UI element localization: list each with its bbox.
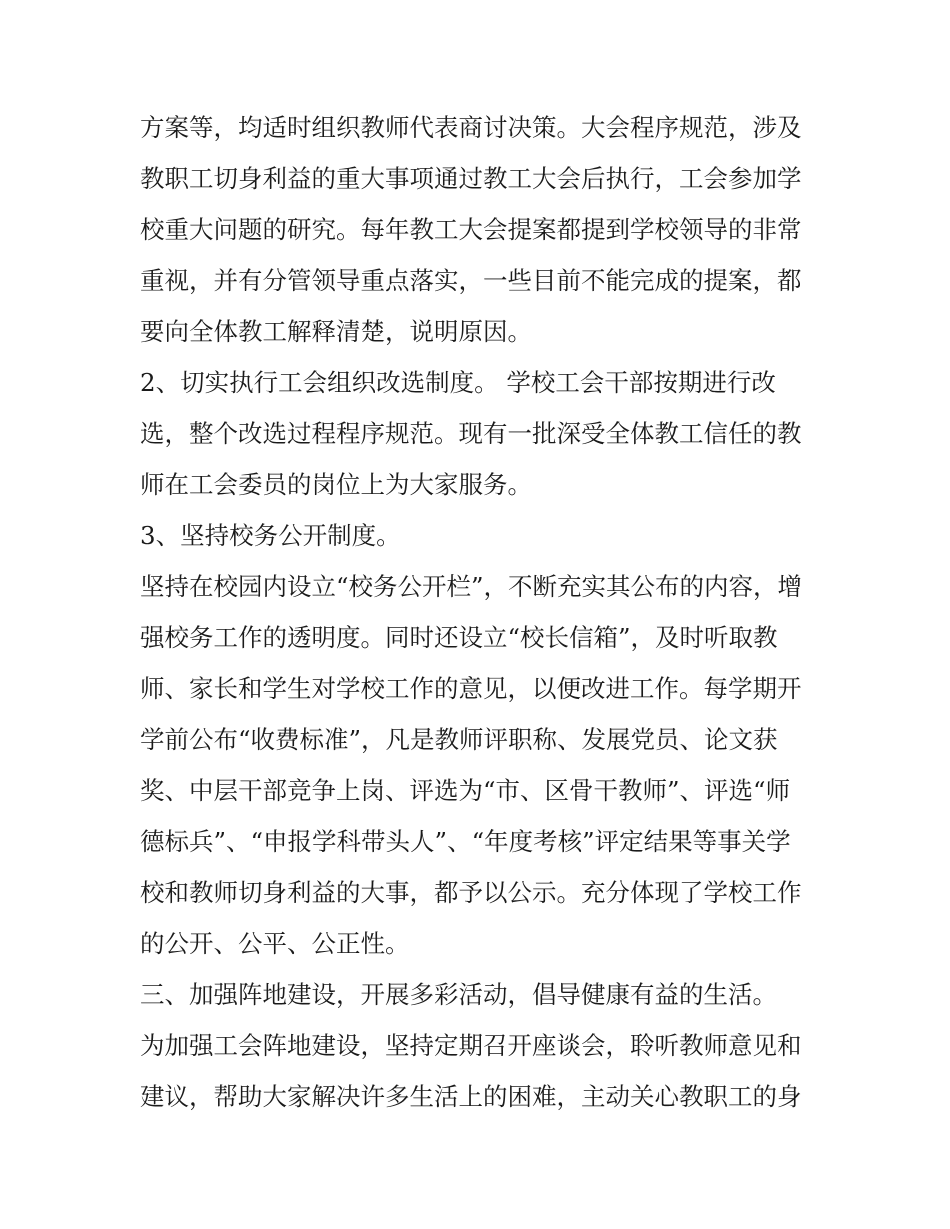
section-heading: 3、坚持校务公开制度。 [140,521,401,550]
paragraph-line: 方案等，均适时组织教师代表商讨决策。大会程序规范，涉及 [140,113,802,142]
paragraph-line: 强校务工作的透明度。同时还设立“校长信箱”，及时听取教 [140,623,778,652]
paragraph-line: 校重大问题的研究。每年教工大会提案都提到学校领导的非常 [140,215,802,244]
paragraph-line: 德标兵”、“申报学科带头人”、“年度考核”评定结果等事关学 [140,827,791,856]
paragraph-line: 学前公布“收费标准”，凡是教师评职称、发展党员、论文获 [140,725,778,754]
paragraph-line: 重视，并有分管领导重点落实，一些目前不能完成的提案，都 [140,266,802,295]
paragraph-line: 坚持在校园内设立“校务公开栏”，不断充实其公布的内容，增 [140,572,803,601]
paragraph-line: 选，整个改选过程程序规范。现有一批深受全体教工信任的教 [140,419,802,448]
paragraph-line: 校和教师切身利益的大事，都予以公示。充分体现了学校工作 [140,878,802,907]
paragraph-line: 要向全体教工解释清楚，说明原因。 [140,317,532,346]
section-heading: 2、切实执行工会组织改选制度。 学校工会干部按期进行改 [140,368,776,397]
paragraph-line: 的公开、公平、公正性。 [140,929,410,958]
paragraph-line: 师在工会委员的岗位上为大家服务。 [140,470,532,499]
paragraph-line: 师、家长和学生对学校工作的意见，以便改进工作。每学期开 [140,674,802,703]
paragraph-line: 为加强工会阵地建设，坚持定期召开座谈会，聆听教师意见和 [140,1031,802,1060]
section-heading: 三、加强阵地建设，开展多彩活动，倡导健康有益的生活。 [140,980,777,1009]
paragraph-line: 教职工切身利益的重大事项通过教工大会后执行，工会参加学 [140,164,802,193]
paragraph-line: 奖、中层干部竞争上岗、评选为“市、区骨干教师”、评选“师 [140,776,791,805]
paragraph-line: 建议，帮助大家解决许多生活上的困难，主动关心教职工的身 [140,1082,802,1111]
